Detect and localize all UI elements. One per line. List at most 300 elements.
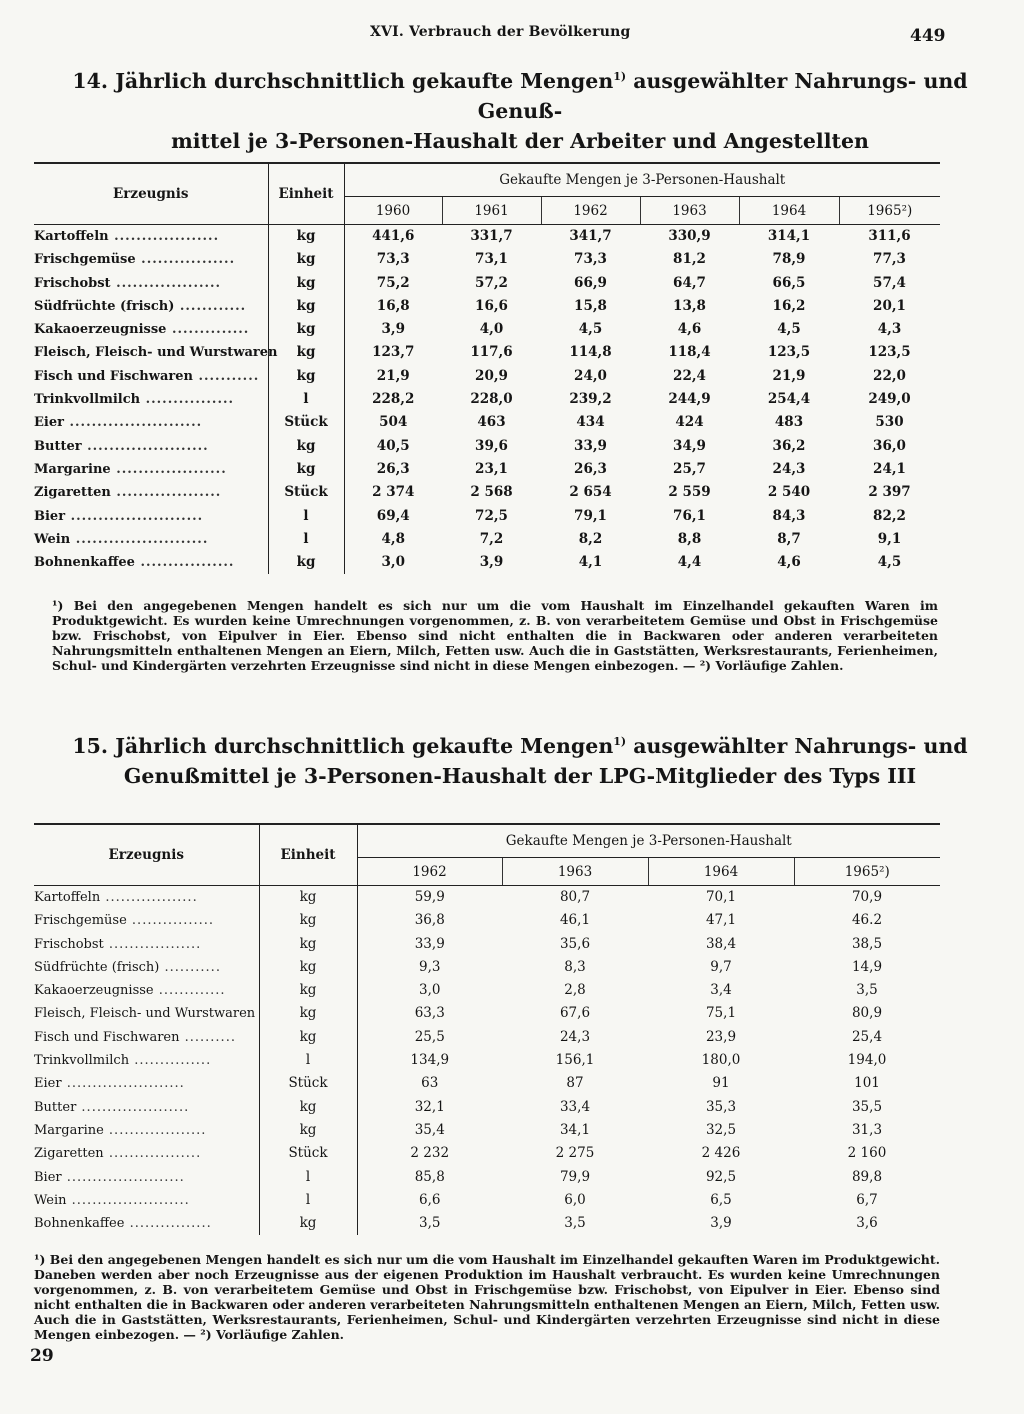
table15-title-line1: 15. Jährlich durchschnittlich gekaufte Mengen xyxy=(72,733,614,758)
table14-row xyxy=(34,411,940,434)
table15-unit-cell: kg xyxy=(259,1212,357,1235)
table15-row-label xyxy=(34,1096,259,1119)
table15-product-name: Fleisch, Fleisch- und Wurstwaren xyxy=(34,1006,256,1022)
table15-row xyxy=(34,956,940,979)
table15-value-cell: 134,9 xyxy=(410,1052,450,1069)
table15-row xyxy=(34,1166,940,1189)
table14-unit-cell: kg xyxy=(268,435,344,458)
table15-value-cell: 194,0 xyxy=(847,1052,887,1069)
leader-dots: .......... xyxy=(179,1029,236,1045)
table14-header-product: Erzeugnis xyxy=(34,163,268,225)
table14-row xyxy=(34,458,940,481)
table15-unit-cell: Stück xyxy=(259,1142,357,1165)
table14-value-cell: 39,6 xyxy=(475,437,508,454)
table15-row-label xyxy=(34,1026,259,1049)
table15-header-group: Gekaufte Mengen je 3-Personen-Haushalt xyxy=(357,824,940,858)
table14-row-label xyxy=(34,295,268,318)
table15 xyxy=(34,823,940,1235)
table15-product-name: Frischgemüse xyxy=(34,913,127,929)
table15-value-cell: 33,4 xyxy=(559,1098,591,1115)
table14-value-cell: 26,3 xyxy=(574,460,607,477)
table15-row-label xyxy=(34,909,259,932)
table14-value-cell: 76,1 xyxy=(673,507,706,524)
table15-value-cell: 92,5 xyxy=(705,1168,737,1185)
table14-product-name: Margarine xyxy=(34,461,111,477)
table14-product-name: Bier xyxy=(34,508,66,524)
table14-value-cell: 33,9 xyxy=(574,437,607,454)
table14-product-name: Kakaoerzeugnisse xyxy=(34,322,167,338)
table15-value-cell: 14,9 xyxy=(851,958,883,975)
table14-value-cell: 72,5 xyxy=(475,507,508,524)
table15-value-cell: 31,3 xyxy=(851,1121,883,1138)
table15-value-cell: 2 232 xyxy=(410,1145,450,1162)
leader-dots: ....................... xyxy=(66,1192,190,1208)
leader-dots: ............ xyxy=(174,298,247,314)
table15-footnote: ¹) Bei den angegebenen Mengen handelt es sich nur um die vom Haushalt im Einzelhandel gekauften Waren im Produktgewicht. Daneben werden aber noch Erzeugnisse aus der eigenen Produktion im Haushalt verbraucht. Es wurden keine Umrechnungen vorgenommen, z. B. von verarbeitetem Gemüse und Obst in Frischgemüse bzw. Frischobst, von Eipulver in Eier. Ebenso sind nicht enthalten die in Backwaren oder anderen verarbeiteten Nahrungsmitteln enthaltenen Mengen an Eiern, Milch, Fetten usw. Auch die in Gaststätten, Werksrestaurants, Ferienheimen, Schul- und Kindergärten verzehrten Erzeugnisse sind nicht in diese Mengen einbezogen. — ²) Vorläufige Zahlen. xyxy=(34,1252,940,1342)
table15-value-cell: 38,4 xyxy=(705,935,737,952)
page-number: 449 xyxy=(910,26,946,46)
table15-value-cell: 2 160 xyxy=(847,1145,887,1162)
table15-row xyxy=(34,1096,940,1119)
table15-value-cell: 46,1 xyxy=(559,912,591,929)
table14-product-name: Trinkvollmilch xyxy=(34,392,141,408)
table14-value-cell: 9,1 xyxy=(877,530,902,547)
table14-value-cell: 4,1 xyxy=(578,554,603,571)
table14-value-cell: 75,2 xyxy=(376,274,410,291)
table14-row xyxy=(34,318,940,341)
table15-row-label xyxy=(34,1166,259,1189)
leader-dots: ............... xyxy=(129,1053,212,1069)
table15-value-cell: 6,5 xyxy=(710,1191,732,1208)
table14-value-cell: 2 654 xyxy=(569,484,612,501)
table15-value-cell: 6,0 xyxy=(564,1191,586,1208)
leader-dots: ........................ xyxy=(70,531,209,547)
table14-row xyxy=(34,272,940,295)
table14-value-cell: 73,3 xyxy=(574,251,607,268)
table14-header-group: Gekaufte Mengen je 3-Personen-Haushalt xyxy=(344,163,940,197)
table14-unit-cell: kg xyxy=(268,365,344,388)
table15-unit-cell: kg xyxy=(259,1096,357,1119)
table14-value-cell: 3,9 xyxy=(381,321,405,338)
table14-value-cell: 311,6 xyxy=(868,228,911,244)
table15-row xyxy=(34,1072,940,1095)
table14-value-cell: 69,4 xyxy=(376,507,410,524)
table14-product-name: Fleisch, Fleisch- und Wurstwaren xyxy=(34,345,278,361)
table14-product-name: Frischgemüse xyxy=(34,252,136,268)
leader-dots: .............. xyxy=(166,322,250,338)
table14-row xyxy=(34,365,940,388)
table14-value-cell: 2 397 xyxy=(868,484,911,501)
table15-value-cell: 3,6 xyxy=(856,1215,878,1232)
table14-value-cell: 2 559 xyxy=(668,484,711,501)
table15-value-cell: 80,9 xyxy=(851,1005,883,1022)
table14-value-cell: 26,3 xyxy=(376,460,410,477)
table15-unit-cell: Stück xyxy=(259,1072,357,1095)
table14-value-cell: 123,5 xyxy=(868,344,911,361)
table15-value-cell: 80,7 xyxy=(559,889,591,905)
table14-value-cell: 20,1 xyxy=(873,297,906,314)
table15-unit-cell: l xyxy=(259,1166,357,1189)
table14-value-cell: 4,3 xyxy=(877,321,902,338)
table14-title-rest: ausgewählter Nahrungs- und Genuß- xyxy=(477,68,968,123)
table14-row-label xyxy=(34,411,268,434)
table15-value-cell: 36,8 xyxy=(414,912,445,929)
table14-unit-cell: kg xyxy=(268,551,344,574)
table14-unit-cell: kg xyxy=(268,458,344,481)
table15-value-cell: 35,3 xyxy=(705,1098,737,1115)
table14-value-cell: 117,6 xyxy=(470,344,513,361)
table14-row xyxy=(34,435,940,458)
table15-row-label xyxy=(34,1049,259,1072)
table14-unit-cell: kg xyxy=(268,341,344,364)
table15-row xyxy=(34,909,940,932)
table15-row xyxy=(34,1212,940,1235)
table14-value-cell: 22,4 xyxy=(673,367,706,384)
table15-row-label xyxy=(34,1002,259,1025)
table14-value-cell: 424 xyxy=(675,414,704,431)
table14-unit-cell: Stück xyxy=(268,481,344,504)
table14-header-unit: Einheit xyxy=(268,163,344,225)
table15-product-name: Eier xyxy=(34,1076,62,1092)
table15-value-cell: 63,3 xyxy=(414,1005,445,1022)
table14-year-2: 1962 xyxy=(541,197,640,225)
table15-unit-cell: kg xyxy=(259,909,357,932)
table15-year-2: 1964 xyxy=(648,858,794,886)
leader-dots: ................. xyxy=(135,252,236,268)
table15-row-label xyxy=(34,1142,259,1165)
table14-row xyxy=(34,528,940,551)
leader-dots: ................... xyxy=(103,1122,207,1138)
table14-value-cell: 434 xyxy=(576,414,605,431)
table15-unit-cell: kg xyxy=(259,1026,357,1049)
table14-product-name: Butter xyxy=(34,438,82,454)
table14-value-cell: 228,2 xyxy=(372,391,415,408)
table15-unit-cell: kg xyxy=(259,886,357,910)
table15-value-cell: 47,1 xyxy=(705,912,737,929)
table14-row-label xyxy=(34,318,268,341)
table14-value-cell: 22,0 xyxy=(873,367,906,384)
table14-year-0: 1960 xyxy=(344,197,442,225)
table15-row xyxy=(34,1049,940,1072)
table14-product-name: Fisch und Fischwaren xyxy=(34,368,193,384)
table15-header-product: Erzeugnis xyxy=(34,824,259,886)
table14-product-name: Südfrüchte (frisch) xyxy=(34,298,175,314)
table14-value-cell: 81,2 xyxy=(673,251,706,268)
leader-dots: ........................ xyxy=(65,508,204,524)
table14-value-cell: 16,2 xyxy=(772,297,806,314)
table14-title-sup: 1) xyxy=(613,70,627,83)
table14-unit-cell: kg xyxy=(268,318,344,341)
table14-value-cell: 249,0 xyxy=(868,391,911,408)
table15-unit-cell: l xyxy=(259,1189,357,1212)
table15-value-cell: 6,7 xyxy=(856,1191,878,1208)
table15-row-label xyxy=(34,886,259,910)
table14-value-cell: 118,4 xyxy=(668,344,711,361)
table14-year-1: 1961 xyxy=(442,197,541,225)
table15-product-name: Kakaoerzeugnisse xyxy=(34,983,154,999)
table14-title xyxy=(40,62,1000,156)
leader-dots: .................... xyxy=(110,461,227,477)
table14-unit-cell: l xyxy=(268,528,344,551)
table14-value-cell: 64,7 xyxy=(673,274,706,291)
table14-value-cell: 82,2 xyxy=(873,507,906,524)
table15-value-cell: 2,8 xyxy=(564,982,586,999)
table15-row xyxy=(34,979,940,1002)
table14-value-cell: 3,0 xyxy=(381,554,405,571)
table15-value-cell: 33,9 xyxy=(414,935,445,952)
table15-value-cell: 35,4 xyxy=(414,1121,445,1138)
table14-value-cell: 66,5 xyxy=(772,274,806,291)
table14-title-line2: mittel je 3-Personen-Haushalt der Arbeiter und Angestellten xyxy=(171,128,869,153)
table15-row-label xyxy=(34,933,259,956)
table14-value-cell: 25,7 xyxy=(673,460,706,477)
table15-value-cell: 180,0 xyxy=(701,1052,741,1069)
table15-title xyxy=(40,727,1000,791)
table15-value-cell: 85,8 xyxy=(414,1168,445,1185)
table14-value-cell: 79,1 xyxy=(574,507,607,524)
table15-product-name: Butter xyxy=(34,1099,77,1115)
table15-product-name: Zigaretten xyxy=(34,1146,104,1162)
leader-dots: ....................... xyxy=(61,1169,185,1185)
table14-row-label xyxy=(34,248,268,271)
table14 xyxy=(34,162,940,574)
table14-value-cell: 73,1 xyxy=(475,251,508,268)
table14-value-cell: 84,3 xyxy=(772,507,806,524)
table14-value-cell: 20,9 xyxy=(475,367,508,384)
table14-value-cell: 15,8 xyxy=(574,297,607,314)
table14-unit-cell: l xyxy=(268,388,344,411)
table14-product-name: Eier xyxy=(34,415,64,431)
table14-row-label xyxy=(34,272,268,295)
table14-product-name: Zigaretten xyxy=(34,485,111,501)
table14-value-cell: 530 xyxy=(875,414,904,431)
table15-value-cell: 3,5 xyxy=(419,1215,441,1232)
table15-row xyxy=(34,1002,940,1025)
table15-value-cell: 34,1 xyxy=(559,1121,591,1138)
table14-value-cell: 228,0 xyxy=(470,391,513,408)
table14-value-cell: 73,3 xyxy=(376,251,410,268)
table14-value-cell: 314,1 xyxy=(767,228,811,244)
table15-value-cell: 156,1 xyxy=(555,1052,595,1069)
table15-product-name: Bohnenkaffee xyxy=(34,1216,125,1232)
table14-value-cell: 36,0 xyxy=(873,437,906,454)
table14-row xyxy=(34,505,940,528)
table14-value-cell: 341,7 xyxy=(569,228,612,244)
table15-row-label xyxy=(34,1189,259,1212)
table14-value-cell: 24,0 xyxy=(574,367,607,384)
table14-value-cell: 2 540 xyxy=(767,484,811,501)
table14-row xyxy=(34,388,940,411)
table14-value-cell: 244,9 xyxy=(668,391,711,408)
table14-value-cell: 331,7 xyxy=(470,228,513,244)
table14-row-label xyxy=(34,528,268,551)
table15-value-cell: 2 426 xyxy=(701,1145,741,1162)
table14-value-cell: 504 xyxy=(379,414,408,431)
table14-value-cell: 24,1 xyxy=(873,460,906,477)
table15-unit-cell: kg xyxy=(259,979,357,1002)
leader-dots: ................... xyxy=(110,485,222,501)
table15-value-cell: 9,7 xyxy=(710,958,732,975)
table15-row xyxy=(34,933,940,956)
table15-value-cell: 70,1 xyxy=(705,889,737,905)
table14-value-cell: 16,8 xyxy=(376,297,410,314)
table14-row xyxy=(34,551,940,574)
table15-row-label xyxy=(34,1119,259,1142)
table14-product-name: Wein xyxy=(34,531,71,547)
table14-value-cell: 16,6 xyxy=(475,297,508,314)
table15-value-cell: 70,9 xyxy=(851,889,883,905)
table15-row xyxy=(34,1189,940,1212)
table15-product-name: Fisch und Fischwaren xyxy=(34,1029,180,1045)
table15-row xyxy=(34,1026,940,1049)
table14-row-label xyxy=(34,388,268,411)
table14-value-cell: 34,9 xyxy=(673,437,706,454)
table15-row-label xyxy=(34,1072,259,1095)
leader-dots: ................. xyxy=(134,555,235,571)
table14-row-label xyxy=(34,341,278,364)
table15-unit-cell: kg xyxy=(259,956,357,979)
table15-value-cell: 3,9 xyxy=(710,1215,732,1232)
table14-row-label xyxy=(34,365,268,388)
table14-value-cell: 57,4 xyxy=(873,274,906,291)
table14-value-cell: 40,5 xyxy=(376,437,410,454)
table14-value-cell: 78,9 xyxy=(772,251,806,268)
table15-value-cell: 2 275 xyxy=(555,1145,595,1162)
table15-value-cell: 25,5 xyxy=(414,1028,445,1045)
table14-value-cell: 2 374 xyxy=(372,484,415,501)
table15-title-line2: Genußmittel je 3-Personen-Haushalt der LPG-Mitglieder des Typs III xyxy=(123,763,917,788)
table15-value-cell: 3,5 xyxy=(564,1215,586,1232)
table15-row-label xyxy=(34,956,259,979)
table15-value-cell: 35,6 xyxy=(559,935,591,952)
table15-value-cell: 3,5 xyxy=(856,982,878,999)
table15-title-sup: 1) xyxy=(613,735,627,748)
table15-product-name: Margarine xyxy=(34,1122,104,1138)
table14-value-cell: 123,7 xyxy=(372,344,415,361)
leader-dots: ................ xyxy=(140,392,235,408)
table14-value-cell: 13,8 xyxy=(673,297,706,314)
table14-value-cell: 4,5 xyxy=(877,554,902,571)
table14-unit-cell: l xyxy=(268,505,344,528)
table15-value-cell: 38,5 xyxy=(851,935,883,952)
leader-dots: ................... xyxy=(110,275,222,291)
table14-value-cell: 4,5 xyxy=(578,321,603,338)
table15-row-label xyxy=(34,979,259,1002)
table14-value-cell: 8,7 xyxy=(777,530,801,547)
table14-row xyxy=(34,295,940,318)
table14-unit-cell: Stück xyxy=(268,411,344,434)
table15-value-cell: 79,9 xyxy=(559,1168,591,1185)
table15-product-name: Wein xyxy=(34,1192,67,1208)
table14-row xyxy=(34,481,940,504)
table14-unit-cell: kg xyxy=(268,295,344,318)
table15-value-cell: 25,4 xyxy=(851,1028,883,1045)
table14-footnote: ¹) Bei den angegebenen Mengen handelt es sich nur um die vom Haushalt im Einzelhandel gekauften Waren im Produktgewicht. Es wurden keine Umrechnungen vorgenommen, z. B. von verarbeitetem Gemüse und Obst in Frischgemüse bzw. Frischobst, von Eipulver in Eier. Ebenso sind nicht enthalten die in Backwaren oder anderen verarbeiteten Nahrungsmitteln enthaltenen Mengen an Eiern, Milch, Fetten usw. Auch die in Gaststätten, Werksrestaurants, Ferienheimen, Schul- und Kindergärten verzehrten Erzeugnisse sind nicht in diese Mengen einbezogen. — ²) Vorläufige Zahlen. xyxy=(52,598,938,673)
table15-title-rest: ausgewählter Nahrungs- und xyxy=(626,733,968,758)
table15-product-name: Trinkvollmilch xyxy=(34,1053,130,1069)
table14-value-cell: 254,4 xyxy=(767,391,811,408)
table14-unit-cell: kg xyxy=(268,225,344,249)
table14-value-cell: 36,2 xyxy=(772,437,806,454)
table15-year-3: 1965²) xyxy=(794,858,940,886)
table14-row-label xyxy=(34,481,268,504)
table14-year-3: 1963 xyxy=(640,197,739,225)
table15-row xyxy=(34,886,940,910)
table15-row xyxy=(34,1119,940,1142)
leader-dots: ....................... xyxy=(61,1076,185,1092)
table14-value-cell: 4,0 xyxy=(479,321,504,338)
table14-value-cell: 21,9 xyxy=(772,367,806,384)
table15-value-cell: 89,8 xyxy=(851,1168,883,1185)
table15-year-1: 1963 xyxy=(502,858,648,886)
leader-dots: ................ xyxy=(126,913,215,929)
leader-dots: ........................ xyxy=(63,415,203,431)
table15-value-cell: 91 xyxy=(712,1075,730,1092)
table14-value-cell: 8,8 xyxy=(677,530,702,547)
table15-value-cell: 3,0 xyxy=(419,982,441,999)
leader-dots: ............. xyxy=(153,983,226,999)
leader-dots: ................... xyxy=(108,229,220,244)
table15-value-cell: 3,4 xyxy=(710,982,732,999)
table15-value-cell: 6,6 xyxy=(419,1191,441,1208)
table14-product-name: Bohnenkaffee xyxy=(34,555,135,571)
table15-unit-cell: kg xyxy=(259,1002,357,1025)
table14-value-cell: 114,8 xyxy=(569,344,612,361)
table14-year-5: 1965²) xyxy=(839,197,940,225)
table14-row-label xyxy=(34,435,268,458)
table14-row-label xyxy=(34,551,268,574)
table14-row xyxy=(34,248,940,271)
table15-value-cell: 75,1 xyxy=(705,1005,737,1022)
table15-value-cell: 32,1 xyxy=(414,1098,445,1115)
table15-unit-cell: kg xyxy=(259,1119,357,1142)
table14-value-cell: 4,4 xyxy=(677,554,702,571)
leader-dots: ........... xyxy=(192,368,260,384)
table14-value-cell: 7,2 xyxy=(479,530,504,547)
table14-row-label xyxy=(34,225,268,249)
table14-year-4: 1964 xyxy=(739,197,839,225)
table15-unit-cell: l xyxy=(259,1049,357,1072)
table15-value-cell: 8,3 xyxy=(564,958,586,975)
table14-product-name: Frischobst xyxy=(34,275,111,291)
table15-value-cell: 9,3 xyxy=(419,958,441,975)
table14-product-name: Kartoffeln xyxy=(34,229,109,244)
table14-row-label xyxy=(34,505,268,528)
table14-unit-cell: kg xyxy=(268,272,344,295)
table15-value-cell: 101 xyxy=(854,1075,880,1092)
table15-header-unit: Einheit xyxy=(259,824,357,886)
table15-value-cell: 23,9 xyxy=(705,1028,737,1045)
leader-dots: ..................... xyxy=(76,1099,190,1115)
table14-value-cell: 463 xyxy=(477,414,506,431)
table14-value-cell: 441,6 xyxy=(372,228,415,244)
leader-dots: ...................... xyxy=(81,438,209,454)
table14-value-cell: 483 xyxy=(774,414,804,431)
table14-row-label xyxy=(34,458,268,481)
table14-value-cell: 4,8 xyxy=(381,530,405,547)
table15-value-cell: 35,5 xyxy=(851,1098,883,1115)
chapter-title: XVI. Verbrauch der Bevölkerung xyxy=(370,24,631,40)
table15-value-cell: 32,5 xyxy=(705,1121,737,1138)
table15-value-cell: 63 xyxy=(421,1075,439,1092)
table14-value-cell: 23,1 xyxy=(475,460,508,477)
table15-year-0: 1962 xyxy=(357,858,502,886)
table14-value-cell: 66,9 xyxy=(574,274,607,291)
table14-row xyxy=(34,341,940,364)
leader-dots: .................. xyxy=(103,936,202,952)
table14-value-cell: 330,9 xyxy=(668,228,711,244)
table14-value-cell: 77,3 xyxy=(873,251,906,268)
